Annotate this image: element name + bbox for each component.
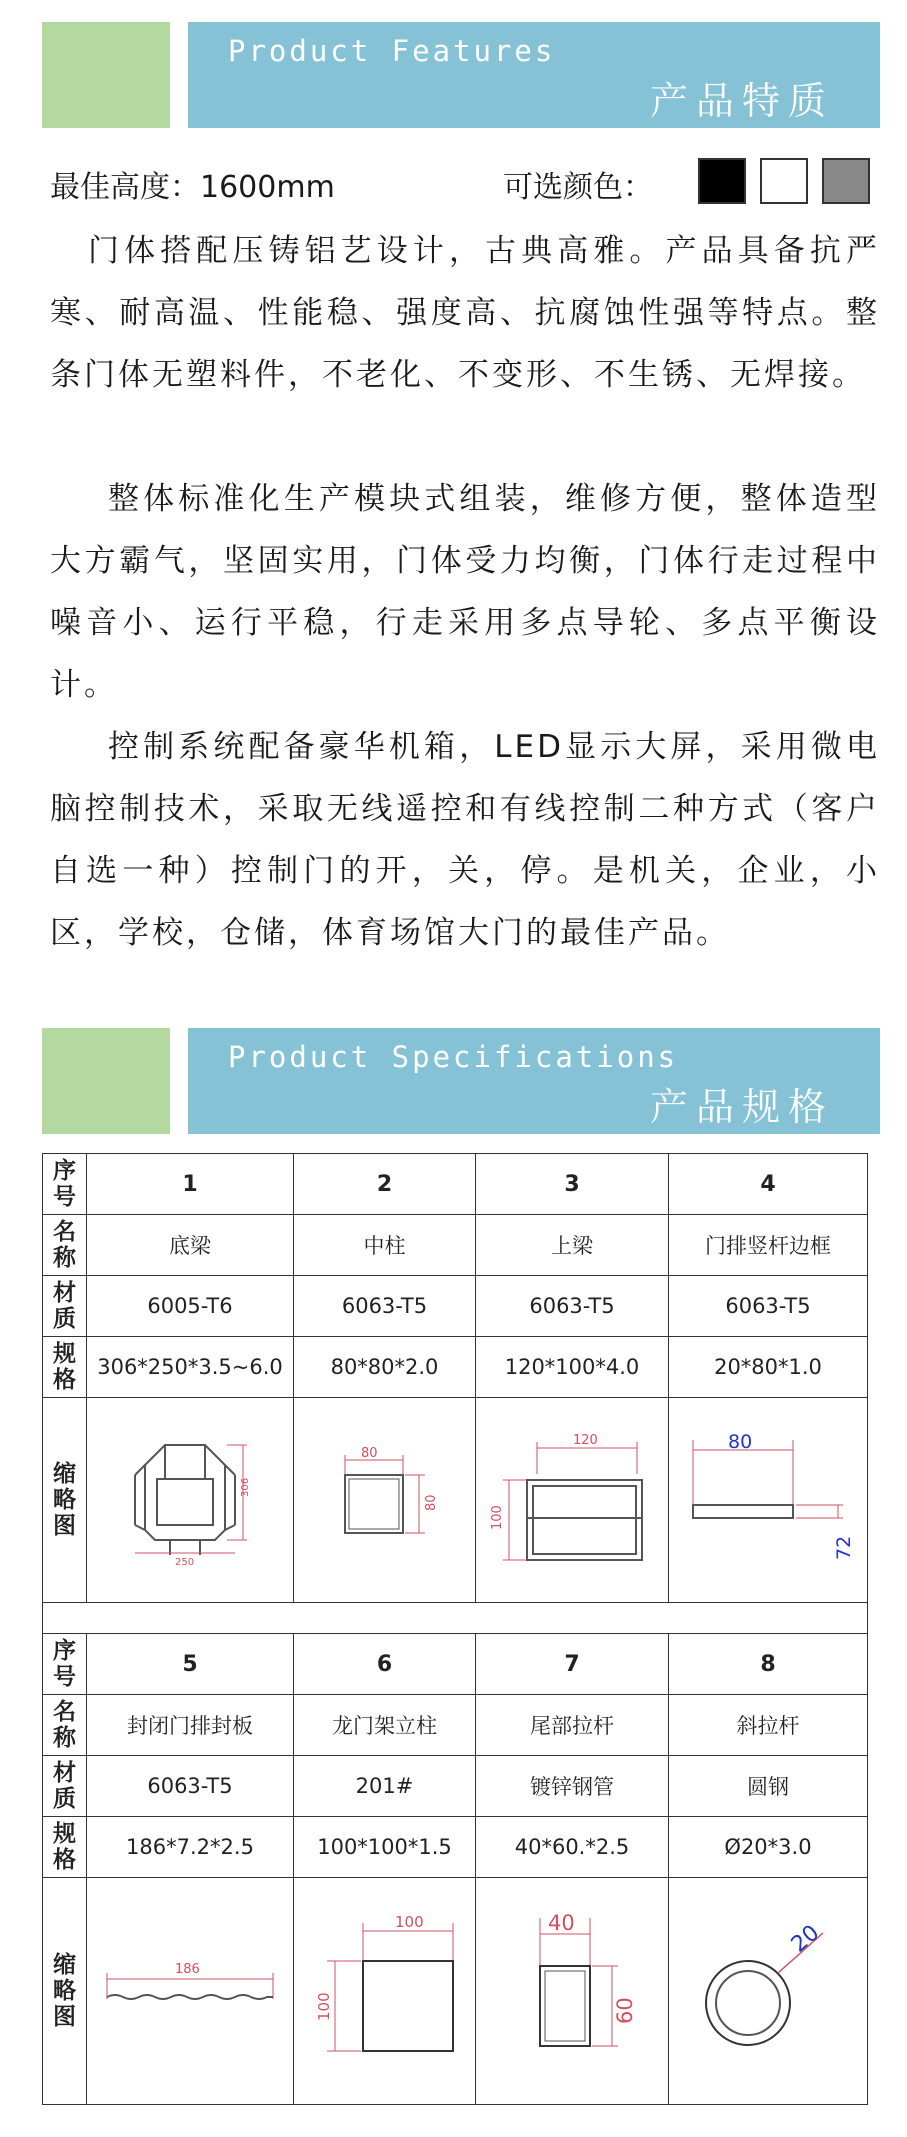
cell-name: 尾部拉杆	[476, 1695, 669, 1756]
cell-material: 6005-T6	[87, 1276, 294, 1337]
label-index: 序号	[43, 1634, 87, 1695]
best-height: 最佳高度：1600mm	[50, 170, 335, 205]
cell-index: 1	[87, 1154, 294, 1215]
thumb-diagonal-rod	[669, 1878, 868, 2105]
label-name: 名称	[43, 1215, 87, 1276]
feature-paragraph-1: 门体搭配压铸铝艺设计，古典高雅。产品具备抗严寒、耐高温、性能稳、强度高、抗腐蚀性强等特点。整条门体无塑料件，不老化、不变形、不生锈、无焊接。	[50, 233, 880, 393]
table-row-thumb	[43, 1878, 868, 2105]
color-swatch-black	[698, 158, 746, 204]
thumb-frame-bar	[669, 1398, 868, 1603]
table-row-name	[43, 1215, 868, 1276]
spec-table	[42, 1153, 868, 2105]
banner-blue-block	[188, 22, 880, 128]
banner-green-block	[42, 1028, 170, 1134]
label-material: 材质	[43, 1276, 87, 1337]
cell-size: 306*250*3.5~6.0	[87, 1337, 294, 1398]
dim-label: 100	[394, 1913, 424, 1931]
table-row-thumb	[43, 1398, 868, 1603]
dim-label: 100	[314, 1992, 333, 2021]
dim-label: 186	[175, 1962, 200, 1977]
label-name: 名称	[43, 1695, 87, 1756]
cell-name: 上梁	[476, 1215, 669, 1276]
attribute-row	[50, 158, 870, 206]
thumb-top-beam	[476, 1398, 669, 1603]
label-thumb: 缩略图	[43, 1398, 87, 1603]
cell-material: 201#	[294, 1756, 476, 1817]
diagonal-rod-drawing	[683, 1911, 853, 2071]
thumb-tail-rod	[476, 1878, 669, 2105]
cell-material: 圆钢	[669, 1756, 868, 1817]
middle-column-drawing	[325, 1445, 445, 1555]
colors-label: 可选颜色：	[503, 170, 653, 205]
label-thumb: 缩略图	[43, 1878, 87, 2105]
dim-label: 250	[175, 1557, 195, 1565]
cell-size: 186*7.2*2.5	[87, 1817, 294, 1878]
label-size: 规格	[43, 1817, 87, 1878]
cell-material: 镀锌钢管	[476, 1756, 669, 1817]
cell-size: 120*100*4.0	[476, 1337, 669, 1398]
table-row-index	[43, 1634, 868, 1695]
cell-size: 100*100*1.5	[294, 1817, 476, 1878]
table-row-name	[43, 1695, 868, 1756]
color-swatch-white	[760, 158, 808, 204]
features-title-zh: 产品特质	[649, 79, 834, 123]
thumb-seal-plate	[87, 1878, 294, 2105]
specs-title-en: Product Specifications	[228, 1040, 679, 1074]
dim-label: 100	[490, 1505, 505, 1530]
cell-material: 6063-T5	[87, 1756, 294, 1817]
label-size: 规格	[43, 1337, 87, 1398]
cell-size: 20*80*1.0	[669, 1337, 868, 1398]
cell-index: 7	[476, 1634, 669, 1695]
dim-label: 40	[548, 1911, 575, 1935]
feature-paragraph-2: 整体标准化生产模块式组装，维修方便，整体造型大方霸气，坚固实用，门体受力均衡，门体行走过程中噪音小、运行平稳，行走采用多点导轮、多点平衡设计。	[50, 481, 880, 703]
dim-label: 72	[833, 1535, 855, 1560]
cell-size: Ø20*3.0	[669, 1817, 868, 1878]
cell-name: 门排竖杆边框	[669, 1215, 868, 1276]
frame-bar-drawing	[678, 1430, 858, 1570]
table-row-index	[43, 1154, 868, 1215]
color-swatch-gray	[822, 158, 870, 204]
cell-material: 6063-T5	[476, 1276, 669, 1337]
dim-label: 80	[423, 1494, 439, 1511]
specs-banner	[42, 1028, 880, 1134]
cell-size: 80*80*2.0	[294, 1337, 476, 1398]
bottom-beam-drawing	[115, 1435, 265, 1565]
cell-index: 2	[294, 1154, 476, 1215]
cell-index: 4	[669, 1154, 868, 1215]
cell-name: 斜拉杆	[669, 1695, 868, 1756]
thumb-gantry-column	[294, 1878, 476, 2105]
label-index: 序号	[43, 1154, 87, 1215]
cell-name: 底梁	[87, 1215, 294, 1276]
dim-label: 80	[360, 1446, 378, 1461]
thumb-bottom-beam	[87, 1398, 294, 1603]
banner-blue-block	[188, 1028, 880, 1134]
cell-index: 3	[476, 1154, 669, 1215]
gantry-column-drawing	[305, 1911, 465, 2071]
feature-paragraph-3: 控制系统配备豪华机箱，LED显示大屏，采用微电脑控制技术，采取无线遥控和有线控制二种方式（客户自选一种）控制门的开，关，停。是机关，企业，小区，学校，仓储，体育场馆大门的最佳产品。	[50, 729, 880, 951]
cell-material: 6063-T5	[294, 1276, 476, 1337]
cell-index: 6	[294, 1634, 476, 1695]
specs-title-zh: 产品规格	[649, 1085, 834, 1129]
cell-size: 40*60.*2.5	[476, 1817, 669, 1878]
table-spacer-row	[43, 1603, 868, 1634]
features-title-en: Product Features	[228, 34, 556, 68]
dim-label: 306	[240, 1477, 251, 1497]
table-row-material	[43, 1276, 868, 1337]
table-row-size	[43, 1337, 868, 1398]
tail-rod-drawing	[502, 1906, 642, 2076]
cell-name: 龙门架立柱	[294, 1695, 476, 1756]
cell-name: 封闭门排封板	[87, 1695, 294, 1756]
dim-label: 60	[613, 1997, 637, 2024]
features-banner	[42, 22, 880, 128]
thumb-middle-column	[294, 1398, 476, 1603]
cell-index: 5	[87, 1634, 294, 1695]
cell-name: 中柱	[294, 1215, 476, 1276]
banner-green-block	[42, 22, 170, 128]
top-beam-drawing	[487, 1430, 657, 1570]
label-material: 材质	[43, 1756, 87, 1817]
cell-index: 8	[669, 1634, 868, 1695]
table-row-material	[43, 1756, 868, 1817]
cell-material: 6063-T5	[669, 1276, 868, 1337]
dim-label: 120	[573, 1433, 598, 1448]
table-row-size	[43, 1817, 868, 1878]
dim-label: 20	[786, 1920, 825, 1958]
seal-plate-drawing	[95, 1951, 285, 2031]
dim-label: 80	[728, 1431, 753, 1453]
